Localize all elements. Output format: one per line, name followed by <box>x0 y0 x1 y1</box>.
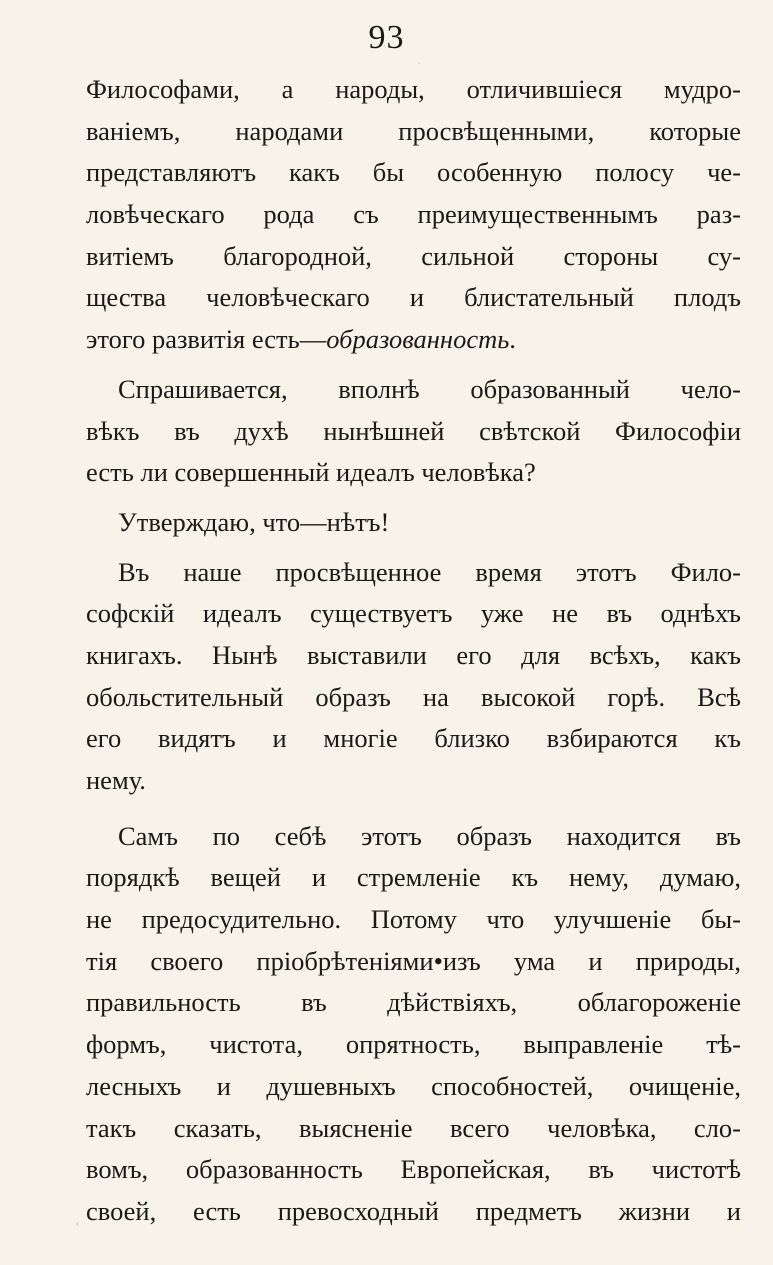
text-line: Философами, а народы, отличившіеся мудро- <box>86 74 741 104</box>
text-line: представляютъ какъ бы особенную полосу че- <box>86 157 741 188</box>
paragraph-2 <box>86 369 741 494</box>
text-line: такъ сказать, выясненіе всего человѣка, сло- <box>86 1112 741 1143</box>
text-line: обольстительный образъ на высокой горѣ. Всѣ <box>86 681 741 712</box>
text-line: лесныхъ и душевныхъ способностей, очищеніе, <box>86 1070 741 1101</box>
paragraph-5 <box>86 816 741 1233</box>
paragraph-3 <box>86 502 741 544</box>
paragraph-1 <box>86 69 741 361</box>
text-line: софскій идеалъ существуетъ уже не въ однѣхъ <box>86 598 741 629</box>
text-run: этого развитія есть— <box>86 324 327 355</box>
text-line: Утверждаю, что—нѣтъ! <box>118 506 390 537</box>
text-line: витіемъ благородной, сильной стороны су- <box>86 240 741 271</box>
text-line: формъ, чистота, опрятность, выправленіе тѣ- <box>86 1029 741 1060</box>
text-line: Самъ по себѣ этотъ образъ находится въ <box>118 820 741 851</box>
page-number: 93 <box>368 19 405 56</box>
text-line: ловѣческаго рода съ преимущественнымъ раз- <box>86 199 741 230</box>
text-line: Въ наше просвѣщенное время этотъ Фило- <box>118 556 741 587</box>
text-line: тія своего пріобрѣтеніями•изъ ума и природы, <box>86 945 741 976</box>
text-line: своей, есть превосходный предметъ жизни и <box>86 1195 741 1226</box>
text-line: есть ли совершенный идеалъ человѣка? <box>86 457 536 488</box>
emphasized-word: образованность <box>326 324 510 355</box>
paragraph-4 <box>86 552 741 802</box>
text-line: его видятъ и многіе близко взбираются къ <box>86 723 741 754</box>
paper-speck <box>418 62 420 64</box>
paper-speck <box>76 1222 79 1226</box>
text-line <box>86 319 741 361</box>
text-run: . <box>509 324 516 355</box>
text-line: правильность въ дѣйствіяхъ, облагороженіе <box>86 987 741 1018</box>
text-line: Спрашивается, вполнѣ образованный чело- <box>118 373 741 404</box>
text-line: вомъ, образованность Европейская, въ чистотѣ <box>86 1154 741 1185</box>
text-line: не предосудительно. Потому что улучшеніе бы- <box>86 904 741 935</box>
text-line: книгахъ. Нынѣ выставили его для всѣхъ, какъ <box>86 639 741 670</box>
text-line: порядкѣ вещей и стремленіе къ нему, думаю, <box>86 862 741 893</box>
text-line: нему. <box>86 765 146 795</box>
text-line: щества человѣческаго и блистательный плодъ <box>86 282 741 313</box>
text-body <box>86 69 741 1233</box>
text-line: вѣкъ въ духѣ нынѣшней свѣтской Философіи <box>86 415 741 446</box>
text-line: ваніемъ, народами просвѣщенными, которые <box>86 115 741 146</box>
